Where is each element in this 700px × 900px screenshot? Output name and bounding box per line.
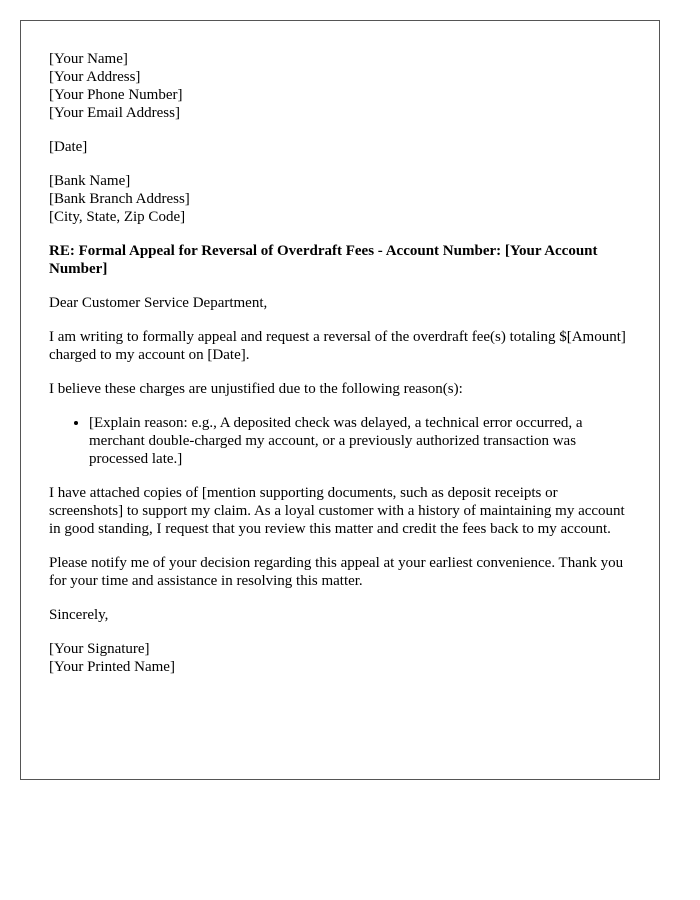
salutation: Dear Customer Service Department, — [49, 295, 268, 311]
recipient-city-state-zip: [City, State, Zip Code] — [49, 209, 186, 225]
subject-line: RE: Formal Appeal for Reversal of Overdraft Fees - Account Number: [Your Account Number] — [49, 243, 598, 277]
reasons-list — [49, 414, 629, 468]
letter-content — [49, 50, 629, 692]
recipient-block — [49, 172, 629, 226]
signoff: Sincerely, — [49, 607, 109, 623]
signature-line: [Your Signature] — [49, 641, 150, 657]
sender-email: [Your Email Address] — [49, 105, 180, 121]
intro-paragraph: I am writing to formally appeal and request a reversal of the overdraft fee(s) totaling $[Amount] charged to my account on [Date]. — [49, 329, 626, 363]
letter-page — [20, 20, 660, 780]
date-block — [49, 138, 629, 156]
closing-paragraph: Please notify me of your decision regarding this appeal at your earliest convenience. Thank you for your time and assistance in resolving this matter. — [49, 555, 624, 589]
sender-phone: [Your Phone Number] — [49, 87, 183, 103]
recipient-branch-address: [Bank Branch Address] — [49, 191, 190, 207]
signature-block — [49, 640, 629, 676]
sender-name: [Your Name] — [49, 51, 128, 67]
reasons-intro-paragraph: I believe these charges are unjustified due to the following reason(s): — [49, 381, 463, 397]
documents-paragraph: I have attached copies of [mention supporting documents, such as deposit receipts or screenshots] to support my claim. As a loyal customer with a history of maintaining my account in good standing, I request that you review this matter and credit the fees back to my account. — [49, 485, 625, 537]
letter-date: [Date] — [49, 139, 88, 155]
sender-address: [Your Address] — [49, 69, 141, 85]
sender-block — [49, 50, 629, 122]
recipient-bank-name: [Bank Name] — [49, 173, 131, 189]
reason-list-item: • [Explain reason: e.g., A deposited check was delayed, a technical error occurred, a merchant double-charged my account, or a previously authorized transaction was processed late.] — [89, 414, 629, 468]
printed-name-line: [Your Printed Name] — [49, 659, 175, 675]
